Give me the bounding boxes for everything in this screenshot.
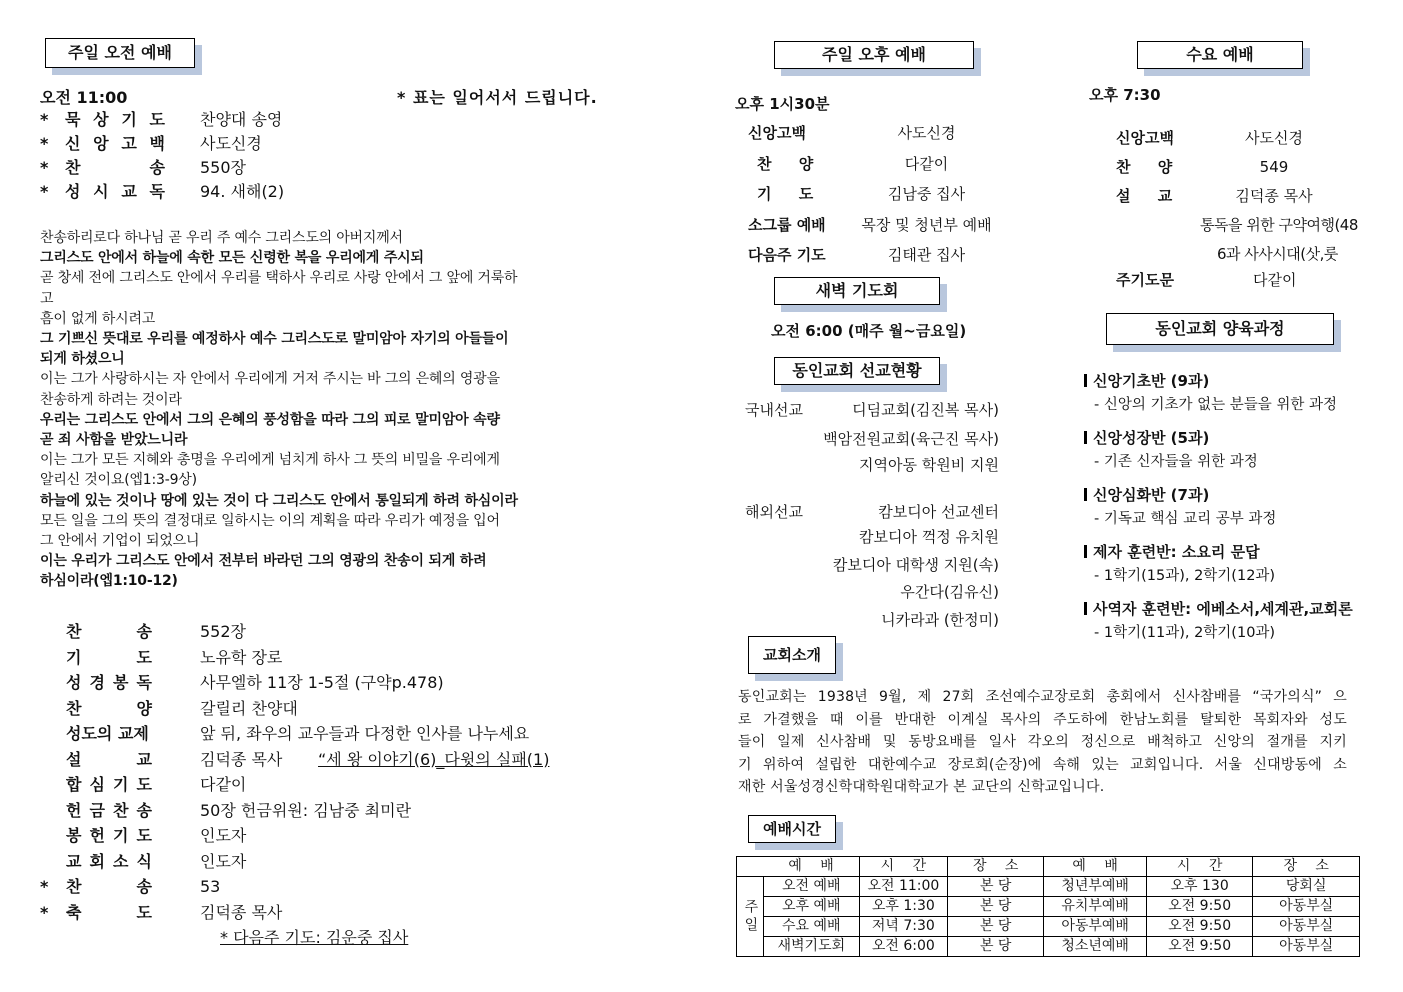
training-course-title (1084, 599, 1353, 619)
afternoon-service-header: 주일 오후 예배 (774, 41, 974, 69)
training-course-title (1084, 371, 1209, 391)
reading-line: 그 안에서 기업이 되었으니 (40, 533, 200, 549)
next-week-prayer: * 다음주 기도: 김운중 집사 (220, 928, 409, 947)
opening-value: 94. 새해(2) (200, 182, 285, 201)
label-char: 묵 (65, 110, 81, 129)
overseas-mission-item: 캄보디아 대학생 지원(속) (832, 556, 999, 574)
order-label (66, 622, 152, 642)
standing-note: * 표는 일어서서 드립니다. (397, 88, 598, 107)
opening-star: * (40, 182, 49, 201)
order-label (66, 801, 152, 821)
schedule-cell: 오전 예배 (763, 877, 859, 897)
order-value: 노유학 장로 (200, 647, 283, 667)
label-char: 독 (136, 673, 152, 692)
training-course-title (1084, 485, 1209, 505)
reading-line: 하심이라(엡1:10-12) (40, 573, 178, 590)
order-star: * (40, 877, 49, 896)
course-marker (1084, 374, 1087, 387)
label-char: 금 (89, 800, 105, 820)
course-marker (1084, 545, 1087, 558)
label-char: 축 (66, 902, 82, 922)
order-value: 사무엘하 11장 1-5절 (구약p.478) (200, 673, 444, 692)
opening-value: 사도신경 (200, 134, 262, 153)
afternoon-value: 김태관 집사 (887, 246, 966, 264)
overseas-mission-item: 캄보디아 꺽정 유치원 (859, 528, 999, 546)
afternoon-label: 찬 양 (757, 154, 814, 173)
reading-line: 그리스도 안에서 하늘에 속한 모든 신령한 복을 우리에게 주시되 (40, 250, 424, 267)
training-course-desc: - 기존 신자들을 위한 과정 (1094, 454, 1258, 470)
course-marker (1084, 488, 1087, 501)
schedule-cell: 아동부예배 (1044, 917, 1146, 937)
order-value: 다같이 (200, 775, 247, 794)
dawn-prayer-header: 새벽 기도회 (774, 277, 940, 305)
morning-service-header: 주일 오전 예배 (45, 38, 195, 68)
label-char: 식 (136, 851, 152, 871)
dawn-prayer-time: 오전 6:00 (매주 월~금요일) (771, 322, 967, 340)
schedule-cell: 오후 예배 (763, 897, 859, 917)
afternoon-label: 신앙고백 (748, 124, 806, 142)
schedule-cell: 아동부실 (1253, 937, 1360, 957)
schedule-cell: 아동부실 (1253, 917, 1360, 937)
afternoon-label: 다음주 기도 (748, 246, 826, 264)
wednesday-value: 김덕종 목사 (1235, 187, 1313, 205)
opening-star: * (40, 158, 49, 177)
schedule-corner (737, 857, 764, 877)
label-char: 교 (136, 749, 152, 769)
reading-line: 곧 죄 사함을 받았느니라 (40, 432, 188, 448)
label-char: 교 (66, 851, 82, 871)
schedule-column-header: 예 배 (1044, 857, 1146, 877)
training-course-title (1084, 542, 1260, 562)
order-label (66, 699, 152, 719)
label-char: 송 (136, 877, 152, 896)
overseas-mission-item: 캄보디아 선교센터 (878, 503, 999, 521)
label-char: 소 (113, 851, 129, 871)
label-char: 기 (121, 110, 137, 129)
opening-value: 찬양대 송영 (200, 110, 283, 129)
order-label: 성도의 교제 (66, 724, 149, 743)
wednesday-sermon-line-2: 6과 사사시대(삿,룻 (1217, 245, 1338, 263)
schedule-cell: 당회실 (1253, 877, 1360, 897)
order-label (66, 903, 152, 923)
training-course-desc: - 기독교 핵심 교리 공부 과정 (1094, 511, 1277, 527)
schedule-cell: 오후 130 (1146, 877, 1253, 897)
label-char: 봉 (113, 673, 129, 692)
schedule-cell: 본 당 (948, 937, 1044, 957)
schedule-cell: 본 당 (948, 877, 1044, 897)
opening-value: 550장 (200, 158, 246, 177)
label-char: 기 (113, 775, 129, 794)
schedule-row (737, 897, 1360, 917)
label-char: 찬 (65, 158, 81, 177)
label-char: 교 (121, 182, 137, 201)
order-label (66, 648, 152, 668)
reading-line: 그 기쁘신 뜻대로 우리를 예정하사 예수 그리스도로 말미암아 자기의 아들들이 (40, 331, 509, 347)
training-course-desc: - 1학기(15과), 2학기(12과) (1094, 568, 1276, 584)
order-value: 53 (200, 877, 221, 896)
schedule-cell: 새벽기도회 (763, 937, 859, 957)
label-char: 도 (136, 902, 152, 922)
label-char: 도 (136, 647, 152, 667)
church-intro-header: 교회소개 (748, 636, 836, 674)
overseas-mission-item: 우간다(김유신) (900, 583, 999, 601)
schedule-cell: 청년부예배 (1044, 877, 1146, 897)
intro-line: 동인교회는 1938년 9월, 제 27회 조선예수교장로회 총회에서 신사참배를 “국가의식” 으 (738, 689, 1347, 705)
schedule-column-header: 시 간 (1146, 857, 1253, 877)
label-char: 심 (89, 775, 105, 794)
reading-line: 되게 하셨으니 (40, 351, 125, 368)
label-char: 도 (149, 110, 165, 129)
sermon-title: “세 왕 이야기(6)_다윗의 실패(1) (318, 749, 550, 769)
label-char: 도 (136, 775, 152, 794)
intro-line: 로 가결했을 때 이를 반대한 이계실 목사의 주도하에 한남노회를 탈퇴한 목회자와 성도 (738, 711, 1347, 728)
afternoon-value: 다같이 (904, 154, 949, 173)
schedule-side-label: 주일 (737, 877, 764, 957)
course-title-text: 신앙성장반 (5과) (1093, 429, 1210, 447)
training-course-desc: - 1학기(11과), 2학기(10과) (1094, 625, 1276, 641)
schedule-cell: 오후 1:30 (859, 897, 947, 917)
mission-header: 동인교회 선교현황 (774, 357, 940, 385)
intro-line: 재한 서울성경신학대학원대학교가 본 교단의 신학교입니다. (738, 779, 1105, 795)
label-char: 찬 (113, 800, 129, 820)
afternoon-value: 목장 및 청년부 예배 (861, 215, 992, 234)
schedule-header: 예배시간 (748, 815, 836, 843)
schedule-cell: 오전 9:50 (1146, 897, 1253, 917)
label-char: 송 (136, 622, 152, 641)
reading-line: 이는 그가 사랑하시는 자 안에서 우리에게 거저 주시는 바 그의 은혜의 영광을 (40, 371, 500, 388)
domestic-mission-item: 백암전원교회(육근진 목사) (823, 430, 999, 448)
afternoon-time: 오후 1시30분 (735, 95, 830, 113)
overseas-mission-label: 해외선교 (745, 503, 803, 521)
lords-prayer-label: 주기도문 (1116, 271, 1174, 289)
label-char: 송 (149, 158, 165, 177)
schedule-column-header: 장 소 (1253, 857, 1360, 877)
label-char: 도 (136, 826, 152, 845)
reading-line: 하늘에 있는 것이나 땅에 있는 것이 다 그리스도 안에서 통일되게 하려 하심이라 (40, 492, 518, 509)
wednesday-label: 설 교 (1116, 187, 1173, 205)
schedule-cell: 오전 9:50 (1146, 917, 1253, 937)
schedule-cell: 유치부예배 (1044, 897, 1146, 917)
schedule-cell: 아동부실 (1253, 897, 1360, 917)
lords-prayer-value: 다같이 (1253, 271, 1297, 289)
schedule-row (737, 877, 1360, 897)
course-title-text: 제자 훈련반: 소요리 문답 (1093, 543, 1260, 561)
reading-line: 흠이 없게 하시려고 (40, 310, 156, 327)
schedule-cell: 오전 11:00 (859, 877, 947, 897)
label-char: 앙 (93, 134, 109, 153)
order-value: 김덕종 목사 (200, 749, 283, 769)
schedule-column-header: 장 소 (948, 857, 1044, 877)
wednesday-time: 오후 7:30 (1089, 86, 1161, 104)
afternoon-label: 기 도 (757, 185, 814, 203)
order-label (66, 826, 152, 846)
order-label (66, 852, 152, 872)
label-char: 찬 (66, 622, 82, 641)
label-char: 상 (93, 110, 109, 129)
label-char: 고 (121, 134, 137, 153)
schedule-cell: 수요 예배 (763, 917, 859, 937)
schedule-row (737, 937, 1360, 957)
label-char: 헌 (66, 800, 82, 820)
reading-line: 찬송하리로다 하나님 곧 우리 주 예수 그리스도의 아버지께서 (40, 230, 403, 246)
training-course-title (1084, 428, 1209, 448)
label-char: 기 (113, 826, 129, 845)
order-value: 50장 헌금위원: 김남중 최미란 (200, 800, 412, 820)
training-course-desc: - 신앙의 기초가 없는 분들을 위한 과정 (1094, 397, 1337, 413)
label-char: 회 (89, 851, 105, 871)
reading-line: 고 (40, 290, 54, 307)
order-value: 갈릴리 찬양대 (200, 698, 298, 718)
order-star: * (40, 902, 49, 922)
worship-schedule-table (736, 856, 1360, 957)
order-value: 인도자 (200, 851, 247, 871)
label-char: 양 (136, 698, 152, 718)
schedule-cell: 청소년예배 (1044, 937, 1146, 957)
label-char: 기 (66, 647, 82, 667)
label-char: 성 (66, 673, 82, 692)
overseas-mission-item: 니카라과 (한정미) (881, 611, 999, 629)
order-label (66, 877, 152, 897)
order-value: 김덕종 목사 (200, 902, 283, 922)
opening-star: * (40, 110, 49, 129)
afternoon-label: 소그룹 예배 (748, 215, 826, 234)
schedule-cell: 오전 6:00 (859, 937, 947, 957)
intro-line: 들이 일제 신사참배 및 동방요배를 일사 각오의 정신으로 배척하고 신앙의 절개를 지키 (738, 734, 1347, 750)
wednesday-label: 신앙고백 (1116, 129, 1174, 147)
order-label (66, 673, 152, 693)
order-label (66, 750, 152, 770)
schedule-cell: 저녁 7:30 (859, 917, 947, 937)
wednesday-service-header: 수요 예배 (1137, 41, 1303, 69)
label-char: 송 (136, 800, 152, 820)
label-char: 봉 (66, 826, 82, 845)
order-value: 552장 (200, 622, 246, 641)
label-char: 성 (65, 182, 81, 201)
label-char: 합 (66, 775, 82, 794)
label-char: 신 (65, 134, 81, 153)
afternoon-value: 사도신경 (897, 124, 956, 142)
wednesday-label: 찬 양 (1116, 158, 1173, 176)
morning-time: 오전 11:00 (40, 88, 128, 107)
course-title-text: 사역자 훈련반: 에베소서,세계관,교회론 (1093, 600, 1353, 618)
domestic-mission-item: 디딤교회(김진복 목사) (852, 401, 999, 419)
domestic-mission-item: 지역아동 학원비 지원 (859, 456, 999, 474)
label-char: 경 (89, 673, 105, 692)
order-value: 앞 뒤, 좌우의 교우들과 다정한 인사를 나누세요 (200, 724, 530, 743)
label-char: 찬 (66, 877, 82, 896)
label-char: 찬 (66, 698, 82, 718)
reading-line: 찬송하게 하려는 것이라 (40, 391, 182, 408)
course-title-text: 신앙기초반 (9과) (1093, 372, 1210, 390)
reading-line: 곧 창세 전에 그리스도 안에서 우리를 택하사 우리로 사랑 안에서 그 앞에 거룩하 (40, 270, 518, 287)
reading-line: 모든 일을 그의 뜻의 결정대로 일하시는 이의 계획을 따라 우리가 예정을 입어 (40, 512, 500, 529)
label-char: 독 (149, 182, 165, 201)
wednesday-value: 사도신경 (1245, 129, 1303, 147)
schedule-header-row (737, 857, 1360, 877)
course-marker (1084, 602, 1087, 615)
reading-line: 이는 그가 모든 지혜와 총명을 우리에게 넘치게 하사 그 뜻의 비밀을 우리에게 (40, 452, 500, 469)
training-header: 동인교회 양육과정 (1106, 313, 1334, 345)
opening-star: * (40, 134, 49, 153)
afternoon-value: 김남중 집사 (887, 185, 966, 203)
schedule-cell: 오전 9:50 (1146, 937, 1253, 957)
schedule-row (737, 917, 1360, 937)
wednesday-sermon-line-1: 통독을 위한 구약여행(48 (1200, 216, 1358, 234)
wednesday-value: 549 (1259, 158, 1289, 176)
intro-line: 기 위하여 설립한 대한예수교 장로회(순장)에 속해 있는 교회입니다. 서울 신대방동에 소 (738, 756, 1347, 773)
schedule-column-header: 시 간 (859, 857, 947, 877)
schedule-column-header: 예 배 (763, 857, 859, 877)
schedule-cell: 본 당 (948, 917, 1044, 937)
label-char: 헌 (89, 826, 105, 845)
reading-line: 알리신 것이요(엡1:3-9상) (40, 472, 197, 489)
order-label (66, 775, 152, 795)
label-char: 백 (149, 134, 165, 153)
course-title-text: 신앙심화반 (7과) (1093, 486, 1210, 504)
reading-line: 이는 우리가 그리스도 안에서 전부터 바라던 그의 영광의 찬송이 되게 하려 (40, 553, 487, 570)
course-marker (1084, 431, 1087, 444)
domestic-mission-label: 국내선교 (745, 401, 803, 419)
order-value: 인도자 (200, 826, 247, 845)
schedule-cell: 본 당 (948, 897, 1044, 917)
label-char: 설 (66, 749, 82, 769)
label-char: 시 (93, 182, 109, 201)
reading-line: 우리는 그리스도 안에서 그의 은혜의 풍성함을 따라 그의 피로 말미암아 속량 (40, 411, 500, 428)
